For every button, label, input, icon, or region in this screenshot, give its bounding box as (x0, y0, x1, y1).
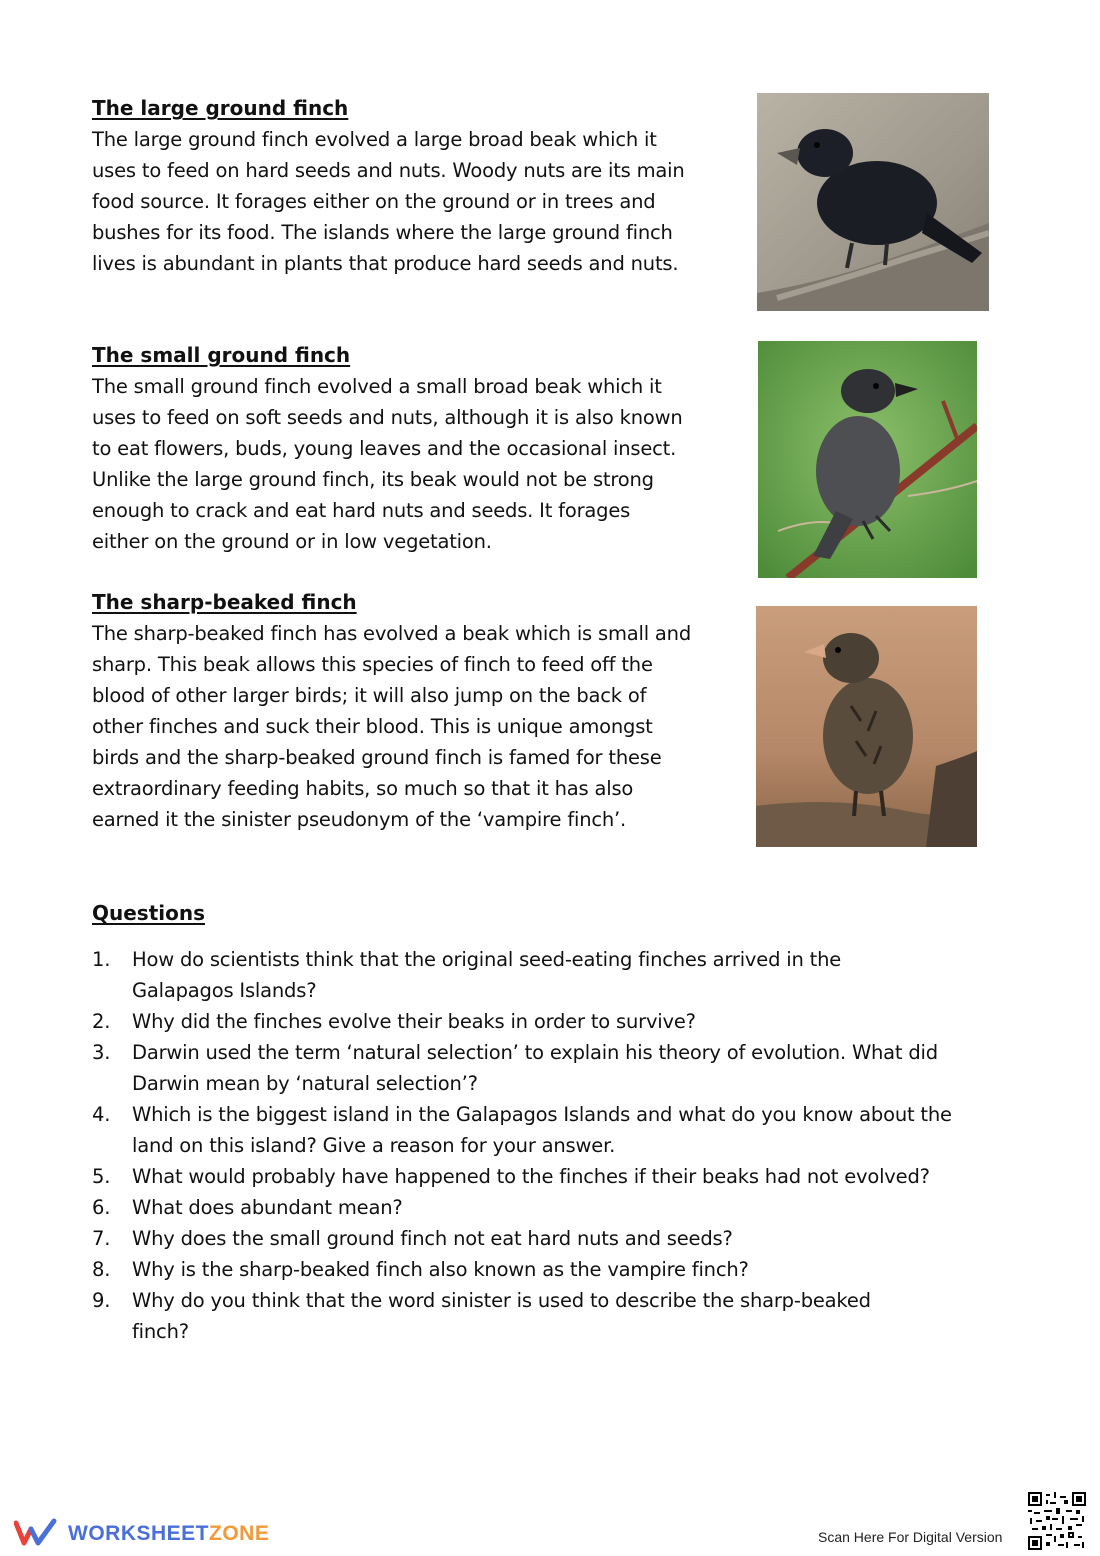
question-text: What would probably have happened to the finches if their beaks had not evolved? (132, 1165, 930, 1188)
question-text: Why do you think that the word sinister is used to describe the sharp-beaked (132, 1289, 871, 1312)
question-text: Why did the finches evolve their beaks in order to survive? (132, 1010, 696, 1033)
question-item (92, 944, 1022, 1006)
question-number: 3. (92, 1041, 111, 1064)
text-line: Unlike the large ground finch, its beak would not be strong (92, 468, 654, 491)
question-number: 5. (92, 1165, 111, 1188)
question-number: 2. (92, 1010, 111, 1033)
brand-part-zone: ZONE (209, 1522, 270, 1545)
questions-section (92, 898, 1022, 1343)
questions-heading: Questions (92, 901, 206, 925)
question-item (92, 1285, 1022, 1347)
section-heading: The large ground finch (92, 96, 349, 120)
question-text: Why does the small ground finch not eat hard nuts and seeds? (132, 1227, 733, 1250)
question-number: 7. (92, 1227, 111, 1250)
text-line: other finches and suck their blood. This is unique amongst (92, 715, 653, 738)
question-number: 1. (92, 948, 111, 971)
text-line: sharp. This beak allows this species of finch to feed off the (92, 653, 653, 676)
question-item (92, 1006, 1022, 1037)
section-small-ground-finch (92, 340, 742, 557)
question-number: 4. (92, 1103, 111, 1126)
section-heading: The small ground finch (92, 343, 351, 367)
text-line: enough to crack and eat hard nuts and seeds. It forages (92, 499, 631, 522)
text-line: The sharp-beaked finch has evolved a beak which is small and (92, 622, 692, 645)
question-text: Which is the biggest island in the Galapagos Islands and what do you know about the (132, 1103, 952, 1126)
text-line: uses to feed on hard seeds and nuts. Woody nuts are its main (92, 159, 685, 182)
text-line: to eat flowers, buds, young leaves and the occasional insect. (92, 437, 677, 460)
brand-name (68, 1522, 269, 1546)
large-ground-finch-photo (757, 93, 989, 311)
qr-code-icon[interactable] (1028, 1492, 1086, 1550)
scan-caption: Scan Here For Digital Version (818, 1529, 1003, 1545)
text-line: lives is abundant in plants that produce hard seeds and nuts. (92, 252, 679, 275)
sharp-beaked-finch-photo (756, 606, 977, 847)
section-large-ground-finch (92, 93, 742, 279)
text-line: food source. It forages either on the ground or in trees and (92, 190, 656, 213)
question-item (92, 1192, 1022, 1223)
question-item (92, 1099, 1022, 1161)
question-item (92, 1161, 1022, 1192)
question-text: finch? (132, 1320, 189, 1343)
text-line: bushes for its food. The islands where the large ground finch (92, 221, 673, 244)
text-line: uses to feed on soft seeds and nuts, although it is also known (92, 406, 683, 429)
question-number: 6. (92, 1196, 111, 1219)
question-text: How do scientists think that the original seed-eating finches arrived in the (132, 948, 842, 971)
question-item (92, 1254, 1022, 1285)
question-text: land on this island? Give a reason for your answer. (132, 1134, 616, 1157)
worksheetzone-logo[interactable] (14, 1514, 269, 1554)
question-text: What does abundant mean? (132, 1196, 403, 1219)
brand-part-worksheet: WORKSHEET (68, 1522, 209, 1545)
question-item (92, 1223, 1022, 1254)
question-text: Darwin mean by ‘natural selection’? (132, 1072, 478, 1095)
text-line: blood of other larger birds; it will also jump on the back of (92, 684, 647, 707)
w-logo-icon (14, 1517, 60, 1551)
section-body (92, 371, 742, 557)
section-heading: The sharp-beaked finch (92, 590, 357, 614)
text-line: The large ground finch evolved a large broad beak which it (92, 128, 657, 151)
question-item (92, 1037, 1022, 1099)
text-line: extraordinary feeding habits, so much so that it has also (92, 777, 634, 800)
text-line: birds and the sharp-beaked ground finch is famed for these (92, 746, 662, 769)
text-line: earned it the sinister pseudonym of the ‘vampire finch’. (92, 808, 627, 831)
section-body (92, 618, 742, 835)
questions-list (92, 944, 1022, 1347)
section-body (92, 124, 742, 279)
text-line: either on the ground or in low vegetation. (92, 530, 492, 553)
question-number: 8. (92, 1258, 111, 1281)
section-sharp-beaked-finch (92, 587, 742, 835)
question-text: Darwin used the term ‘natural selection’ to explain his theory of evolution. What did (132, 1041, 938, 1064)
text-line: The small ground finch evolved a small broad beak which it (92, 375, 662, 398)
question-text: Why is the sharp-beaked finch also known as the vampire finch? (132, 1258, 749, 1281)
question-text: Galapagos Islands? (132, 979, 317, 1002)
small-ground-finch-photo (758, 341, 977, 578)
question-number: 9. (92, 1289, 111, 1312)
